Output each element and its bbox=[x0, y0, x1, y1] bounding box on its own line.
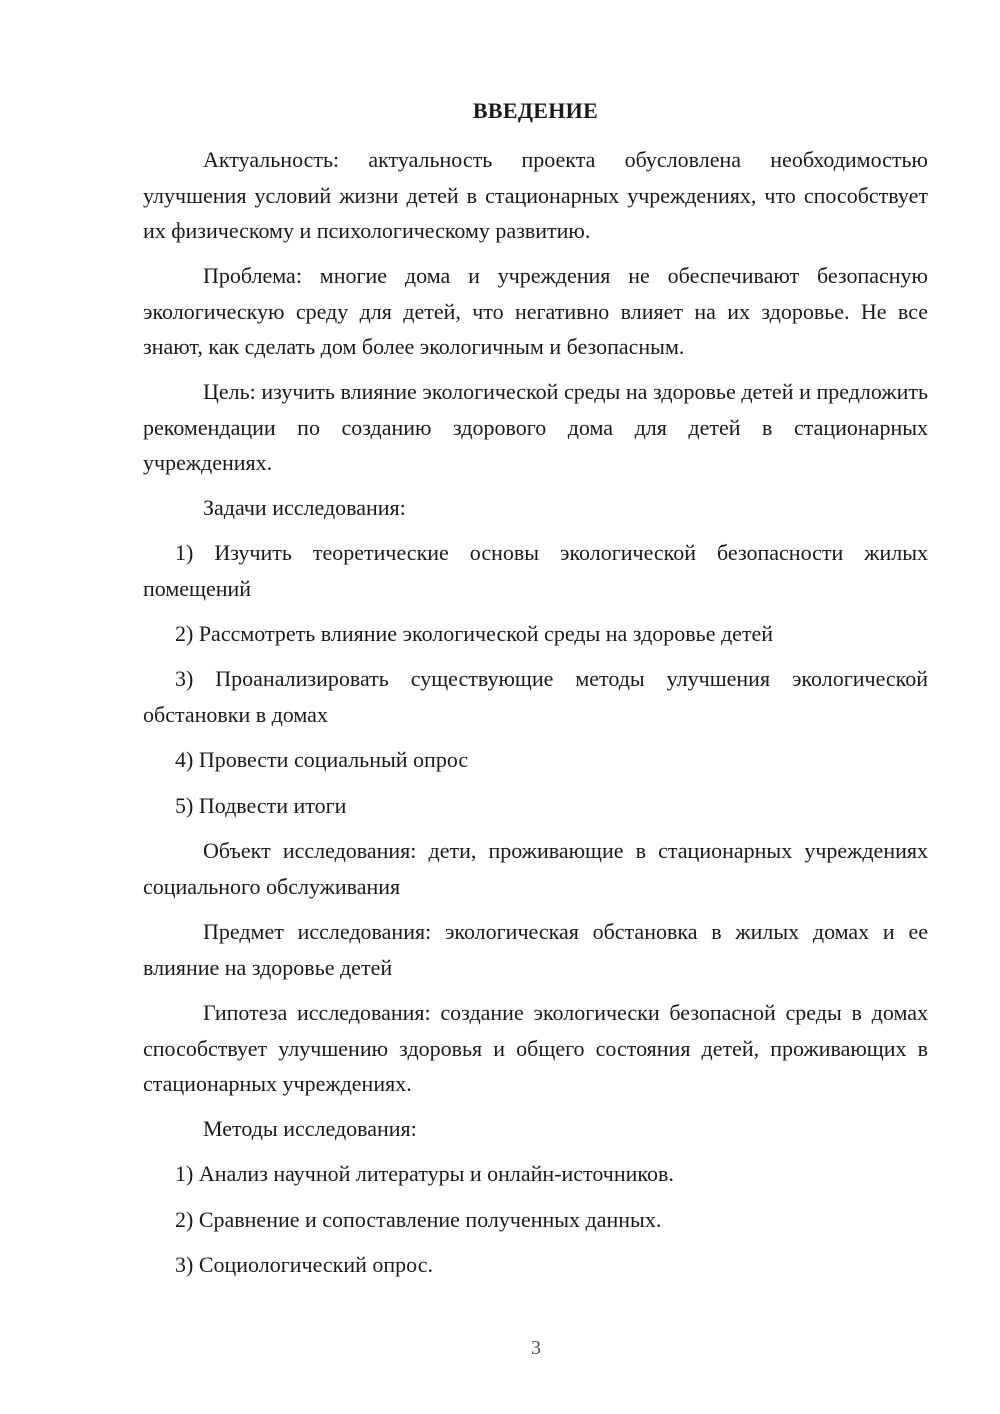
list-item-task-3: 3) Проанализировать существующие методы улучшения экологической обстановки в домах bbox=[143, 666, 928, 727]
list-item-method-1: 1) Анализ научной литературы и онлайн-источников. bbox=[175, 1161, 674, 1186]
paragraph-hypothesis: Гипотеза исследования: создание экологически безопасной среды в домах способствует улучшению здоровья и общего состояния детей, проживающих в стационарных учреждениях. bbox=[143, 1000, 928, 1096]
paragraph-tasks-heading: Задачи исследования: bbox=[203, 495, 406, 520]
list-item-method-2: 2) Сравнение и сопоставление полученных данных. bbox=[175, 1207, 662, 1232]
section-title: ВВЕДЕНИЕ bbox=[472, 98, 599, 123]
list-item-method-3: 3) Социологический опрос. bbox=[175, 1252, 433, 1277]
paragraph-methods-heading: Методы исследования: bbox=[203, 1116, 417, 1141]
paragraph-goal: Цель: изучить влияние экологической среды на здоровье детей и предложить рекомендации по созданию здорового дома для детей в стационарных учреждениях. bbox=[143, 379, 928, 475]
page-number: 3 bbox=[531, 1337, 541, 1359]
paragraph-research-object: Объект исследования: дети, проживающие в стационарных учреждениях социального обслуживания bbox=[143, 838, 928, 899]
paragraph-research-subject: Предмет исследования: экологическая обстановка в жилых домах и ее влияние на здоровье детей bbox=[143, 919, 928, 980]
list-item-task-4: 4) Провести социальный опрос bbox=[175, 747, 469, 772]
paragraph-problem: Проблема: многие дома и учреждения не обеспечивают безопасную экологическую среду для детей, что негативно влияет на их здоровье. Не все знают, как сделать дом более экологичным и безопасным. bbox=[143, 263, 928, 359]
list-item-task-5: 5) Подвести итоги bbox=[175, 793, 347, 818]
list-item-task-2: 2) Рассмотреть влияние экологической среды на здоровье детей bbox=[175, 621, 774, 646]
paragraph-relevance: Актуальность: актуальность проекта обусловлена необходимостью улучшения условий жизни детей в стационарных учреждениях, что способствует их физическому и психологическому развитию. bbox=[143, 147, 928, 243]
list-item-task-1: 1) Изучить теоретические основы экологической безопасности жилых помещений bbox=[143, 540, 928, 601]
